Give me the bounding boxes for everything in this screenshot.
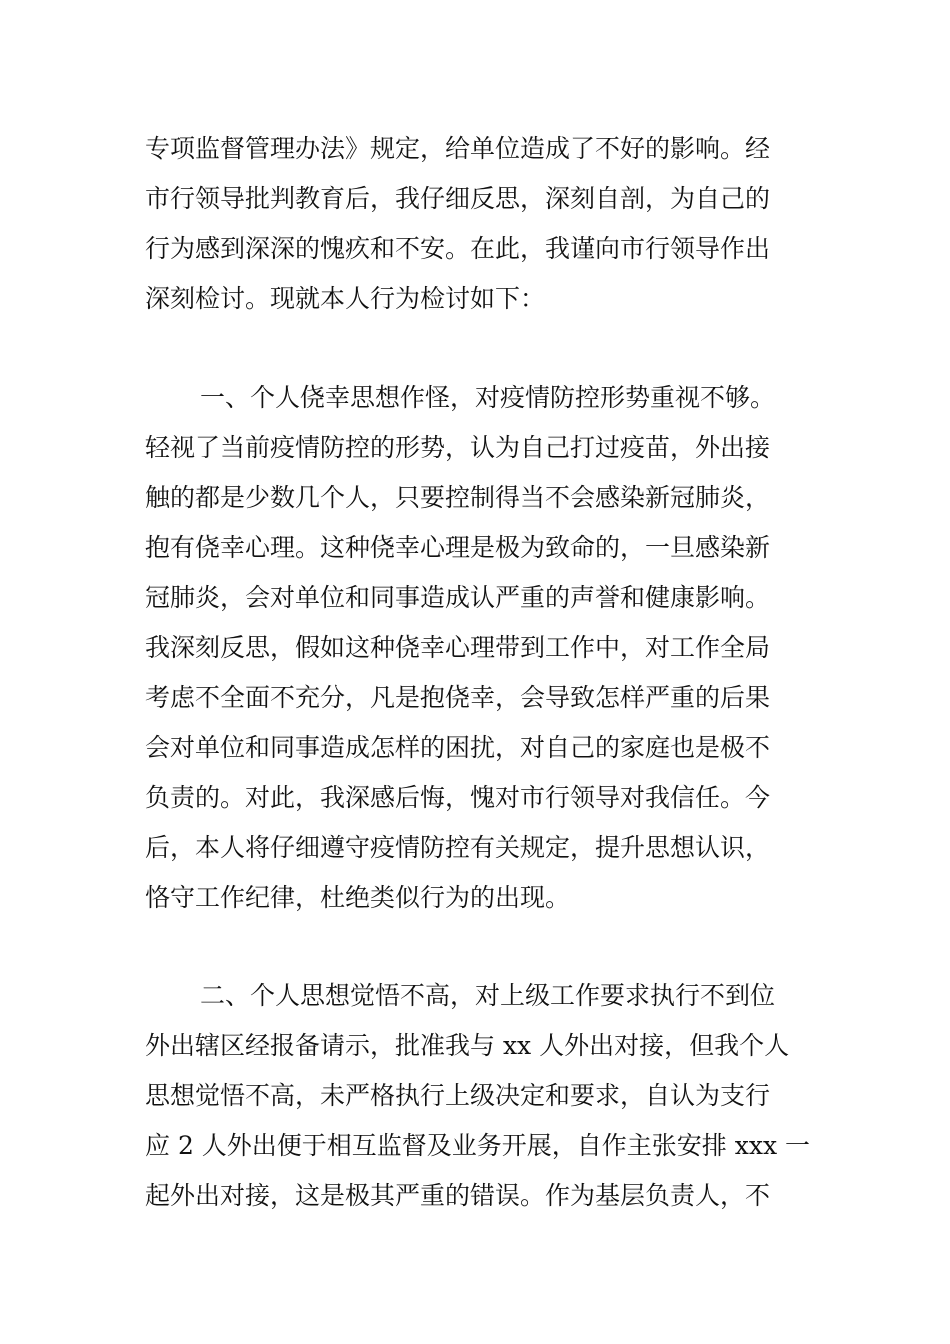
text-line: 思想觉悟不高，未严格执行上级决定和要求，自认为支行 [145,1081,771,1110]
text-line: 抱有侥幸心理。这种侥幸心理是极为致命的，一旦感染新 [145,533,771,562]
text-line: 冠肺炎，会对单位和同事造成认严重的声誉和健康影响。 [145,583,771,612]
text-line: 市行领导批判教育后，我仔细反思，深刻自剖，为自己的 [145,184,771,213]
text-line: 起外出对接，这是极其严重的错误。作为基层负责人，不 [145,1181,771,1210]
text-line: 负责的。对此，我深感后悔，愧对市行领导对我信任。今 [145,783,771,812]
text-line: 后，本人将仔细遵守疫情防控有关规定，提升思想认识， [145,833,771,862]
text-line: 恪守工作纪律，杜绝类似行为的出现。 [145,883,571,912]
text-line: 应 2 人外出便于相互监督及业务开展，自作主张安排 xxx 一 [145,1131,810,1160]
text-line: 我深刻反思，假如这种侥幸心理带到工作中，对工作全局 [145,633,771,662]
text-line: 轻视了当前疫情防控的形势，认为自己打过疫苗，外出接 [145,433,771,462]
text-line: 行为感到深深的愧疚和不安。在此，我谨向市行领导作出 [145,234,771,263]
text-line: 外出辖区经报备请示，批准我与 xx 人外出对接，但我个人 [145,1031,790,1060]
text-line: 会对单位和同事造成怎样的困扰，对自己的家庭也是极不 [145,733,771,762]
section-one-paragraph [145,373,815,923]
intro-paragraph [145,124,815,324]
text-line: 触的都是少数几个人，只要控制得当不会感染新冠肺炎， [145,483,771,512]
text-line: 专项监督管理办法》规定，给单位造成了不好的影响。经 [145,134,771,163]
section-one-heading: 一、个人侥幸思想作怪，对疫情防控形势重视不够。 [200,383,776,412]
section-two-heading: 二、个人思想觉悟不高，对上级工作要求执行不到位 [200,981,776,1010]
text-line: 深刻检讨。现就本人行为检讨如下： [145,284,546,313]
section-two-paragraph [145,971,815,1221]
text-line: 考虑不全面不充分，凡是抱侥幸，会导致怎样严重的后果 [145,683,771,712]
